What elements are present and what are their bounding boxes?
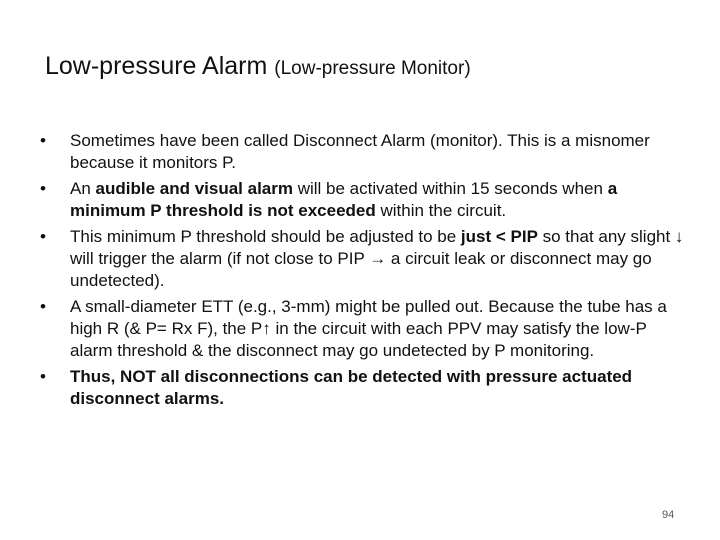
- bullet-dot: •: [40, 179, 46, 198]
- title-main: Low-pressure Alarm: [45, 52, 268, 80]
- bullet-dot: •: [40, 227, 46, 246]
- page-number: 94: [662, 509, 675, 521]
- bullet-dot: •: [40, 367, 46, 386]
- bullet-dot: •: [40, 297, 46, 316]
- slide-title: [45, 52, 471, 81]
- bullet-text-bold: just < PIP: [460, 227, 538, 246]
- bullet-list: [36, 130, 691, 414]
- bullet-text: Sometimes have been called Disconnect Alarm (monitor). This is a misnomer because it monitors P.: [70, 131, 650, 172]
- title-subtitle: (Low-pressure Monitor): [274, 58, 471, 79]
- bullet-text: will be activated within 15 seconds when: [293, 179, 608, 198]
- bullet-text: An: [70, 179, 96, 198]
- bullet-text: so that any slight ↓ will trigger the alarm (if not close to PIP → a circuit leak or disconnect may go undetected).: [70, 227, 684, 290]
- bullet-text: within the circuit.: [375, 201, 507, 220]
- bullet-item: [36, 130, 691, 174]
- bullet-text-bold: Thus, NOT all disconnections can be detected with pressure actuated disconnect alarms.: [70, 367, 633, 408]
- bullet-text: A small-diameter ETT (e.g., 3-mm) might be pulled out. Because the tube has a high R (& P= Rx F), the P↑ in the circuit with each PPV may satisfy the low-P alarm threshold & the disconnect may go undetected by P monitoring.: [70, 297, 667, 360]
- bullet-item: [36, 178, 691, 222]
- bullet-text-bold: a minimum P threshold is not exceeded: [70, 179, 618, 220]
- bullet-text: This minimum P threshold should be adjusted to be: [70, 227, 461, 246]
- bullet-dot: •: [40, 131, 46, 150]
- bullet-item: [36, 366, 691, 410]
- bullet-text-bold: audible and visual alarm: [95, 179, 293, 198]
- bullet-item: [36, 226, 691, 292]
- bullet-item: [36, 296, 691, 362]
